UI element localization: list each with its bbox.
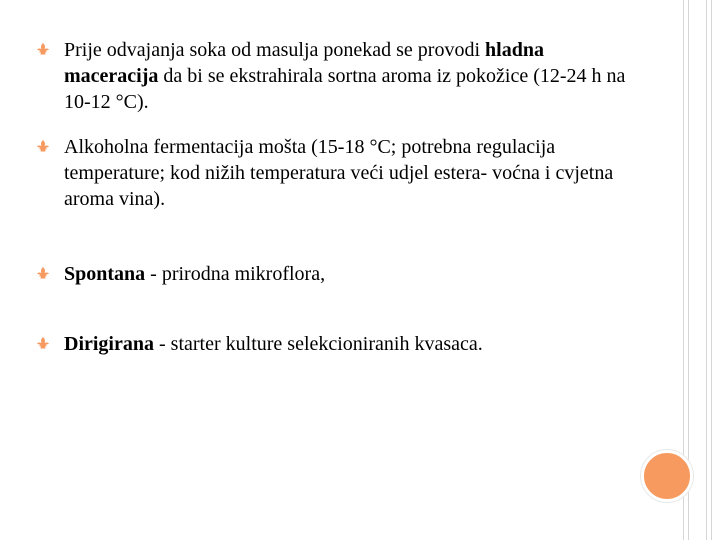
bullet-text-bold: Spontana [64, 263, 146, 285]
bullet-text [64, 134, 634, 212]
decorative-vertical-line [688, 0, 689, 540]
decorative-vertical-line [711, 0, 712, 540]
bullet-text-part: - starter kulture selekcioniranih kvasaca. [154, 333, 483, 355]
bullet-text-part: - prirodna mikroflora, [145, 263, 326, 285]
decorative-orange-circle [641, 450, 693, 502]
fleur-de-lis-icon [36, 139, 50, 153]
bullet-text-part: Alkoholna fermentacija mošta (15-18 °C; potrebna regulacija temperature; kod nižih temperatura veći udjel estera- voćna i cvjetna aroma vina). [64, 136, 614, 210]
decorative-vertical-line [706, 0, 707, 540]
bullet-text [64, 261, 634, 287]
bullet-text [64, 331, 634, 357]
fleur-de-lis-icon [36, 42, 50, 56]
bullet-text-bold: hladna maceracija [64, 39, 544, 87]
fleur-de-lis-icon [36, 266, 50, 280]
fleur-de-lis-icon [36, 336, 50, 350]
bullet-text-part: da bi se ekstrahirala sortna aroma iz pokožice (12-24 h na 10-12 °C). [64, 65, 626, 113]
bullet-text-part: Prije odvajanja soka od masulja ponekad se provodi [64, 39, 486, 61]
bullet-text [64, 37, 634, 115]
bullet-text-bold: Dirigirana [64, 333, 154, 355]
